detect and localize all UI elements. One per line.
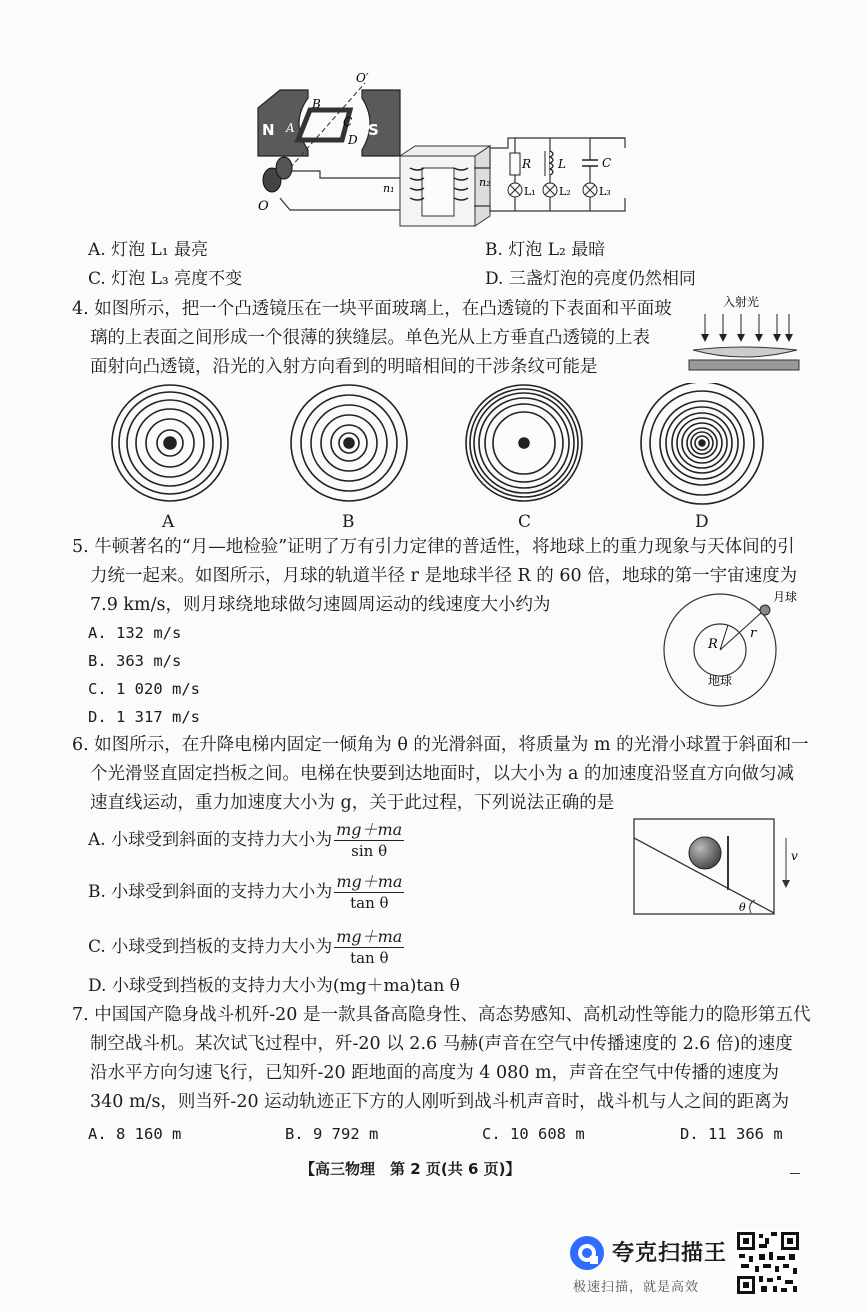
label-d: D	[348, 133, 358, 147]
fraction	[334, 820, 404, 861]
ball	[689, 837, 721, 869]
r-big-label: R	[708, 637, 718, 652]
choice-a-label: A	[162, 512, 175, 532]
q6-line: 个光滑竖直固定挡板之间。电梯在快要到达地面时，以大小为 a 的加速度沿竖直方向做匀减	[90, 764, 795, 784]
v-label: v	[791, 849, 798, 863]
q7-line: 340 m/s，则当歼-20 运动轨迹正下方的人刚听到战斗机声音时，战斗机与人之间的距离为	[90, 1092, 790, 1112]
pattern-d[interactable]	[641, 383, 763, 504]
q5-option-a[interactable]: A. 132 m/s	[88, 624, 182, 642]
label-s: S	[368, 121, 379, 139]
page-footer: 【高三物理 第 2 页(共 6 页)】	[300, 1160, 521, 1178]
numerator: mg＋ma	[336, 820, 403, 839]
q5-line: 5. 牛顿著名的“月—地检验”证明了万有引力定律的普适性，将地球上的重力现象与天体间的引	[72, 537, 795, 557]
fraction	[334, 872, 404, 913]
q5-option-b[interactable]: B. 363 m/s	[88, 652, 182, 670]
q7-option-a[interactable]: A. 8 160 m	[88, 1125, 182, 1143]
q6-option-a[interactable]	[88, 820, 404, 861]
qr-code-icon[interactable]	[735, 1230, 801, 1296]
choice-d-label: D	[695, 512, 709, 532]
numerator: mg＋ma	[336, 927, 403, 946]
bulb-l2	[543, 183, 557, 197]
q7-option-b[interactable]: B. 9 792 m	[285, 1125, 379, 1143]
label-o: O	[258, 199, 269, 214]
pattern-a[interactable]	[112, 385, 228, 501]
footer-mark	[790, 1173, 800, 1174]
q6-line: 速直线运动，重力加速度大小为 g，关于此过程，下列说法正确的是	[90, 793, 615, 813]
q5-options	[88, 619, 200, 731]
resistor	[510, 153, 520, 175]
lens-diagram	[685, 292, 800, 374]
denominator: tan θ	[350, 894, 389, 912]
q6-stem	[72, 731, 862, 818]
denominator: sin θ	[351, 842, 388, 860]
fraction	[334, 927, 404, 968]
q6-option-c[interactable]	[88, 927, 404, 968]
label-r: R	[522, 157, 532, 171]
q5-option-c[interactable]: C. 1 020 m/s	[88, 680, 200, 698]
q7-line: 制空战斗机。某次试飞过程中，歼-20 以 2.6 马赫(声音在空气中传播速度的 2.6 倍)的速度	[90, 1034, 793, 1054]
convex-lens	[693, 347, 797, 357]
interference-patterns	[100, 383, 820, 515]
choice-c-label: C	[518, 512, 532, 532]
q5-line: 7.9 km/s，则月球绕地球做匀速圆周运动的线速度大小约为	[90, 595, 551, 615]
label-n1: n₁	[383, 182, 395, 195]
q5-option-d[interactable]: D. 1 317 m/s	[88, 708, 200, 726]
label-l: L	[558, 157, 566, 171]
moon-label: 月球	[773, 590, 798, 604]
q6-option-d[interactable]: D. 小球受到挡板的支持力大小为(mg＋ma)tan θ	[88, 976, 460, 996]
q7-option-d[interactable]: D. 11 366 m	[680, 1125, 783, 1143]
q5-line: 力统一起来。如图所示，月球的轨道半径 r 是地球半径 R 的 60 倍，地球的第一宇宙速度为	[90, 566, 798, 586]
glass-plate	[689, 360, 799, 370]
q6-option-a-text: A. 小球受到斜面的支持力大小为	[88, 830, 333, 850]
q4-line: 璃的上表面之间形成一个很薄的狭缝层。单色光从上方垂直凸透镜的上表	[90, 328, 650, 348]
r-small-label: r	[750, 626, 757, 641]
q3-option-a[interactable]: A. 灯泡 L₁ 最亮	[88, 240, 208, 260]
label-l3: L₃	[599, 185, 611, 198]
label-b: B	[312, 97, 321, 111]
generator-transformer-diagram	[250, 68, 650, 228]
wire	[280, 198, 405, 210]
earth-moon-diagram	[650, 585, 810, 715]
q4-stem	[72, 295, 692, 382]
theta-label: θ	[739, 901, 746, 914]
inductor	[550, 151, 553, 175]
scanner-brand-name: 夸克扫描王	[612, 1241, 728, 1266]
bulb-l1	[508, 183, 522, 197]
label-c: C	[343, 115, 353, 129]
q3-option-b[interactable]: B. 灯泡 L₂ 最暗	[485, 240, 606, 260]
q6-option-c-text: C. 小球受到挡板的支持力大小为	[88, 937, 333, 957]
q6-option-b[interactable]	[88, 872, 404, 913]
q3-option-d[interactable]: D. 三盏灯泡的亮度仍然相同	[485, 269, 696, 289]
bulb-l3	[583, 183, 597, 197]
earth-label: 地球	[708, 674, 733, 688]
scanner-logo-icon	[568, 1234, 606, 1272]
transformer-window	[422, 168, 454, 216]
denominator: tan θ	[350, 949, 389, 967]
q7-option-c[interactable]: C. 10 608 m	[482, 1125, 585, 1143]
pattern-b[interactable]	[291, 385, 407, 501]
pattern-c[interactable]	[466, 385, 582, 501]
q6-line: 6. 如图所示，在升降电梯内固定一倾角为 θ 的光滑斜面，将质量为 m 的光滑小球置于斜面和一	[72, 735, 809, 755]
label-n2: n₂	[479, 176, 491, 189]
q7-line: 沿水平方向匀速飞行，已知歼-20 距地面的高度为 4 080 m，声音在空气中传播的速度为	[90, 1063, 780, 1083]
numerator: mg＋ma	[336, 872, 403, 891]
slip-ring	[276, 157, 292, 179]
scanner-slogan: 极速扫描，就是高效	[573, 1280, 700, 1295]
q4-line: 4. 如图所示，把一个凸透镜压在一块平面玻璃上，在凸透镜的下表面和平面玻	[72, 299, 672, 319]
wire	[290, 171, 400, 178]
label-n: N	[262, 121, 275, 139]
q6-option-b-text: B. 小球受到斜面的支持力大小为	[88, 882, 333, 902]
q3-option-c[interactable]: C. 灯泡 L₃ 亮度不变	[88, 269, 243, 289]
label-l1: L₁	[524, 185, 536, 198]
label-a: A	[286, 121, 295, 135]
incident-light-label: 入射光	[723, 295, 760, 309]
q7-stem	[72, 1001, 862, 1117]
q7-line: 7. 中国国产隐身战斗机歼-20 是一款具备高隐身性、高态势感知、高机动性等能力的隐形第五代	[72, 1005, 811, 1025]
label-cap: C	[602, 156, 612, 170]
label-o-prime: O′	[356, 71, 369, 85]
q4-line: 面射向凸透镜，沿光的入射方向看到的明暗相间的干涉条纹可能是	[90, 357, 598, 377]
incline-elevator-diagram	[633, 818, 805, 918]
label-l2: L₂	[559, 185, 571, 198]
choice-b-label: B	[342, 512, 355, 532]
moon	[760, 605, 770, 615]
